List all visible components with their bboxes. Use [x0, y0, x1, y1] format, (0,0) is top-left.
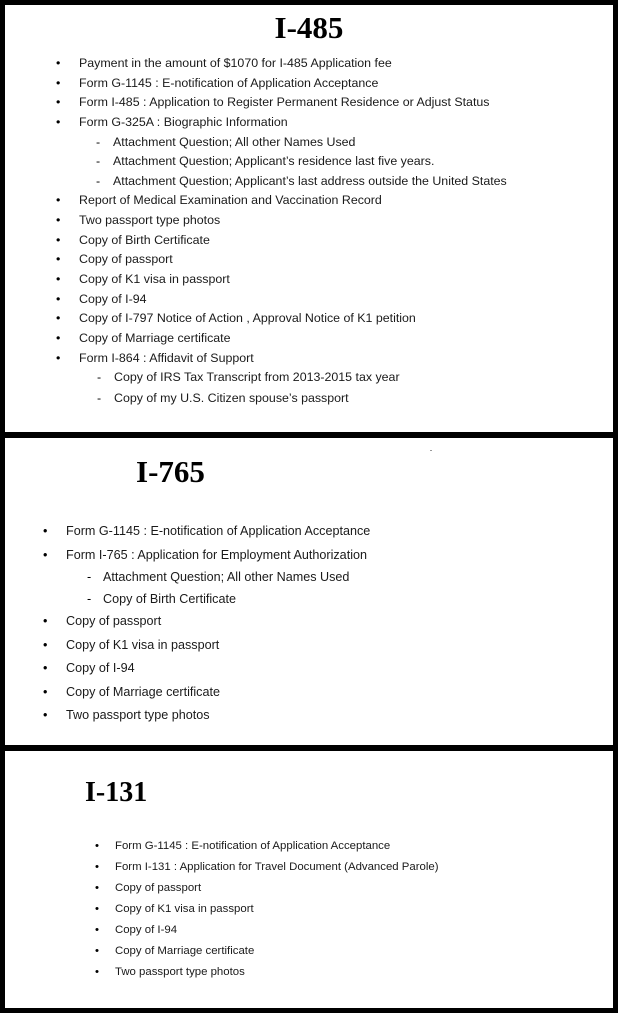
list-item: • Copy of K1 visa in passport [5, 634, 370, 658]
sub-list-item: - Attachment Question; Applicant’s residence last five years. [5, 152, 507, 172]
list-item: • Form I-864 : Affidavit of Support [5, 349, 507, 369]
section-i485 [5, 5, 613, 432]
sub-list-item: - Copy of Birth Certificate [5, 589, 370, 611]
checklist [5, 520, 370, 728]
section-i131 [5, 751, 613, 1008]
section-title: I-765 [136, 454, 205, 489]
list-item: • Form G-1145 : E-notification of Application Acceptance [5, 836, 439, 857]
list-item: • Two passport type photos [5, 704, 370, 728]
list-item: • Copy of Marriage certificate [5, 681, 370, 705]
section-title: I-131 [85, 777, 148, 808]
section-i765 [5, 438, 613, 745]
stray-mark [430, 450, 432, 451]
list-item: • Form G-325A : Biographic Information [5, 113, 507, 133]
list-item: • Copy of Marriage certificate [5, 941, 439, 962]
list-item: • Copy of K1 visa in passport [5, 270, 507, 290]
list-item: • Two passport type photos [5, 211, 507, 231]
sub-list-item: - Attachment Question; All other Names Used [5, 133, 507, 153]
list-item: • Form I-485 : Application to Register Permanent Residence or Adjust Status [5, 93, 507, 113]
sub-list-item: - Copy of IRS Tax Transcript from 2013-2015 tax year [5, 368, 507, 388]
list-item: • Form I-765 : Application for Employment Authorization [5, 544, 370, 568]
list-item: • Copy of K1 visa in passport [5, 899, 439, 920]
list-item: • Form I-131 : Application for Travel Document (Advanced Parole) [5, 857, 439, 878]
list-item: • Report of Medical Examination and Vaccination Record [5, 191, 507, 211]
list-item: • Form G-1145 : E-notification of Application Acceptance [5, 74, 507, 94]
list-item: • Two passport type photos [5, 962, 439, 983]
sub-list-item: - Attachment Question; All other Names Used [5, 567, 370, 589]
list-item: • Copy of passport [5, 878, 439, 899]
list-item: • Copy of I-94 [5, 657, 370, 681]
sub-list-item: - Copy of my U.S. Citizen spouse’s passport [5, 389, 507, 409]
checklist [5, 836, 439, 983]
list-item: • Copy of I-94 [5, 290, 507, 310]
list-item: • Copy of passport [5, 250, 507, 270]
list-item: • Payment in the amount of $1070 for I-485 Application fee [5, 54, 507, 74]
list-item: • Copy of passport [5, 610, 370, 634]
list-item: • Copy of Birth Certificate [5, 231, 507, 251]
section-title: I-485 [274, 10, 344, 45]
list-item: • Copy of Marriage certificate [5, 329, 507, 349]
list-item: • Form G-1145 : E-notification of Application Acceptance [5, 520, 370, 544]
list-item: • Copy of I-94 [5, 920, 439, 941]
checklist [5, 54, 507, 409]
sub-list-item: - Attachment Question; Applicant’s last address outside the United States [5, 172, 507, 192]
list-item: • Copy of I-797 Notice of Action , Approval Notice of K1 petition [5, 309, 507, 329]
